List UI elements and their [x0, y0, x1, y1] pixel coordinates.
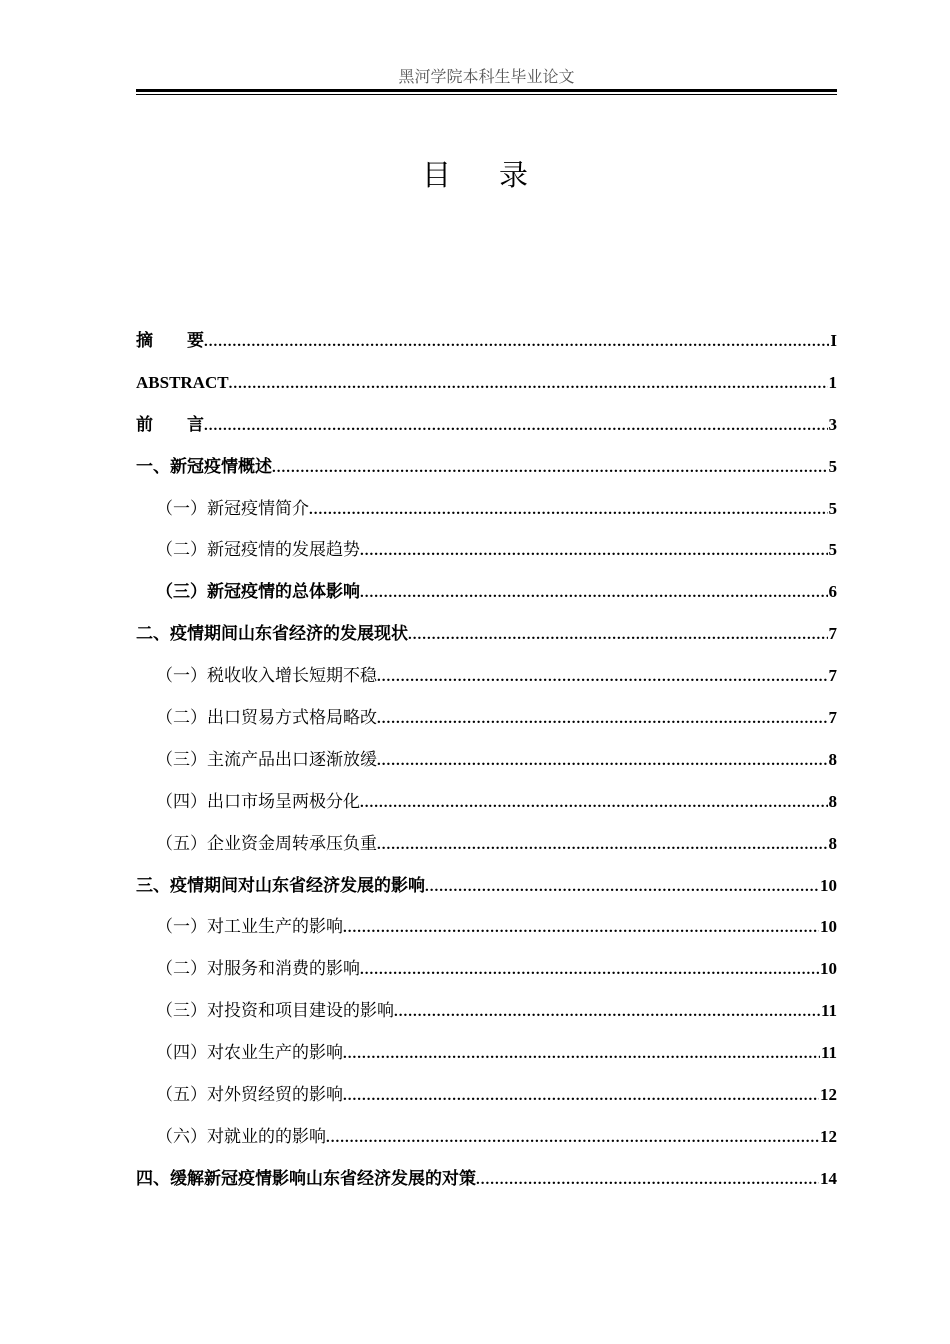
toc-entry[interactable]	[136, 370, 837, 412]
toc-entry-label: 一、新冠疫情概述	[136, 456, 272, 477]
toc-entry[interactable]	[136, 412, 837, 454]
toc-entry[interactable]	[136, 956, 837, 998]
toc-entry-label: （五）对外贸经贸的影响	[156, 1085, 343, 1106]
toc-entry-label: （六）对就业的的影响	[156, 1126, 326, 1147]
toc-dot-leader	[204, 329, 829, 355]
toc-page-number: 7	[828, 708, 837, 728]
toc-page-number: 8	[828, 749, 837, 769]
toc-dot-leader	[476, 1167, 819, 1193]
toc-entry[interactable]	[136, 1082, 837, 1124]
header-rule-thick	[136, 89, 837, 92]
toc-dot-leader	[360, 538, 828, 564]
toc-page-number: 8	[828, 791, 837, 811]
toc-page-number: 3	[828, 414, 837, 434]
toc-entry[interactable]	[136, 705, 837, 747]
toc-entry[interactable]	[136, 1166, 837, 1208]
toc-entry-label: （三）主流产品出口逐渐放缓	[156, 749, 377, 770]
toc-page-number: 5	[828, 498, 837, 518]
toc-entry[interactable]	[136, 537, 837, 579]
toc-page-number: 11	[820, 1043, 837, 1063]
toc-entry[interactable]	[136, 831, 837, 873]
toc-dot-leader	[377, 832, 828, 858]
toc-page-number: 1	[828, 372, 837, 392]
toc-entry-label: （四）出口市场呈两极分化	[156, 791, 360, 812]
toc-page-number: 12	[820, 1126, 837, 1146]
toc-entry-label: ABSTRACT	[136, 372, 229, 392]
toc-page-number: 10	[820, 917, 837, 937]
toc-dot-leader	[343, 1083, 819, 1109]
toc-dot-leader	[377, 748, 828, 774]
toc-entry[interactable]	[136, 579, 837, 621]
toc-dot-leader	[343, 915, 819, 941]
toc-page-number: 8	[828, 833, 837, 853]
toc-entry-label: （二）新冠疫情的发展趋势	[156, 540, 360, 561]
header-rule-thin	[136, 94, 837, 95]
toc-entry[interactable]	[136, 1040, 837, 1082]
toc-dot-leader	[229, 371, 828, 397]
toc-page-number: 5	[828, 540, 837, 560]
toc-dot-leader	[204, 413, 828, 439]
toc-entry-label: 二、疫情期间山东省经济的发展现状	[136, 624, 408, 645]
toc-page-number: 12	[820, 1085, 837, 1105]
toc-dot-leader	[360, 580, 828, 606]
toc-entry-label: 四、缓解新冠疫情影响山东省经济发展的对策	[136, 1168, 476, 1189]
toc-dot-leader	[408, 622, 828, 648]
toc-entry-label: （三）对投资和项目建设的影响	[156, 1001, 394, 1022]
toc-entry-label: （一）对工业生产的影响	[156, 917, 343, 938]
toc-entry-label: 摘要	[136, 331, 238, 351]
toc-page-number: 11	[820, 1001, 837, 1021]
toc-page-number: 6	[828, 582, 837, 602]
toc-dot-leader	[394, 999, 820, 1025]
toc-page-number: 7	[828, 666, 837, 686]
toc-entry-label: （二）对服务和消费的影响	[156, 959, 360, 980]
toc-dot-leader	[425, 874, 819, 900]
toc-entry-label: 前言	[136, 414, 238, 435]
toc-dot-leader	[360, 957, 819, 983]
toc-entry[interactable]	[136, 914, 837, 956]
toc-page-number: 7	[828, 624, 837, 644]
toc-entry[interactable]	[136, 663, 837, 705]
toc-entry[interactable]	[136, 621, 837, 663]
toc-entry-label: （五）企业资金周转承压负重	[156, 833, 377, 854]
toc-entry[interactable]	[136, 747, 837, 789]
toc-entry[interactable]	[136, 998, 837, 1040]
toc-entry-label: （二）出口贸易方式格局略改	[156, 708, 377, 729]
toc-page-number: 10	[820, 959, 837, 979]
toc-title: 目录	[421, 158, 576, 192]
running-header: 黑河学院本科生毕业论文	[398, 67, 575, 86]
toc-dot-leader	[360, 790, 828, 816]
toc-entry[interactable]	[136, 873, 837, 915]
toc-dot-leader	[326, 1125, 819, 1151]
toc-entry-label: （一）税收收入增长短期不稳	[156, 666, 377, 687]
toc-entry[interactable]	[136, 789, 837, 831]
toc-dot-leader	[377, 664, 828, 690]
toc-page-number: 5	[828, 456, 837, 476]
toc-dot-leader	[272, 455, 828, 481]
toc-entry-label: 三、疫情期间对山东省经济发展的影响	[136, 875, 425, 896]
toc-entry[interactable]	[136, 496, 837, 538]
toc-page-number: 14	[820, 1168, 837, 1188]
toc-entry[interactable]	[136, 1124, 837, 1166]
toc-page-number: I	[830, 331, 837, 350]
toc-entry-label: （四）对农业生产的影响	[156, 1043, 343, 1064]
toc-entry-label: （一）新冠疫情简介	[156, 498, 309, 519]
toc-page-number: 10	[820, 875, 837, 895]
table-of-contents	[136, 328, 837, 1208]
toc-dot-leader	[377, 706, 828, 732]
toc-dot-leader	[309, 497, 828, 523]
toc-dot-leader	[343, 1041, 820, 1067]
toc-entry[interactable]	[136, 328, 837, 370]
toc-entry[interactable]	[136, 454, 837, 496]
toc-entry-label: （三）新冠疫情的总体影响	[156, 582, 360, 603]
